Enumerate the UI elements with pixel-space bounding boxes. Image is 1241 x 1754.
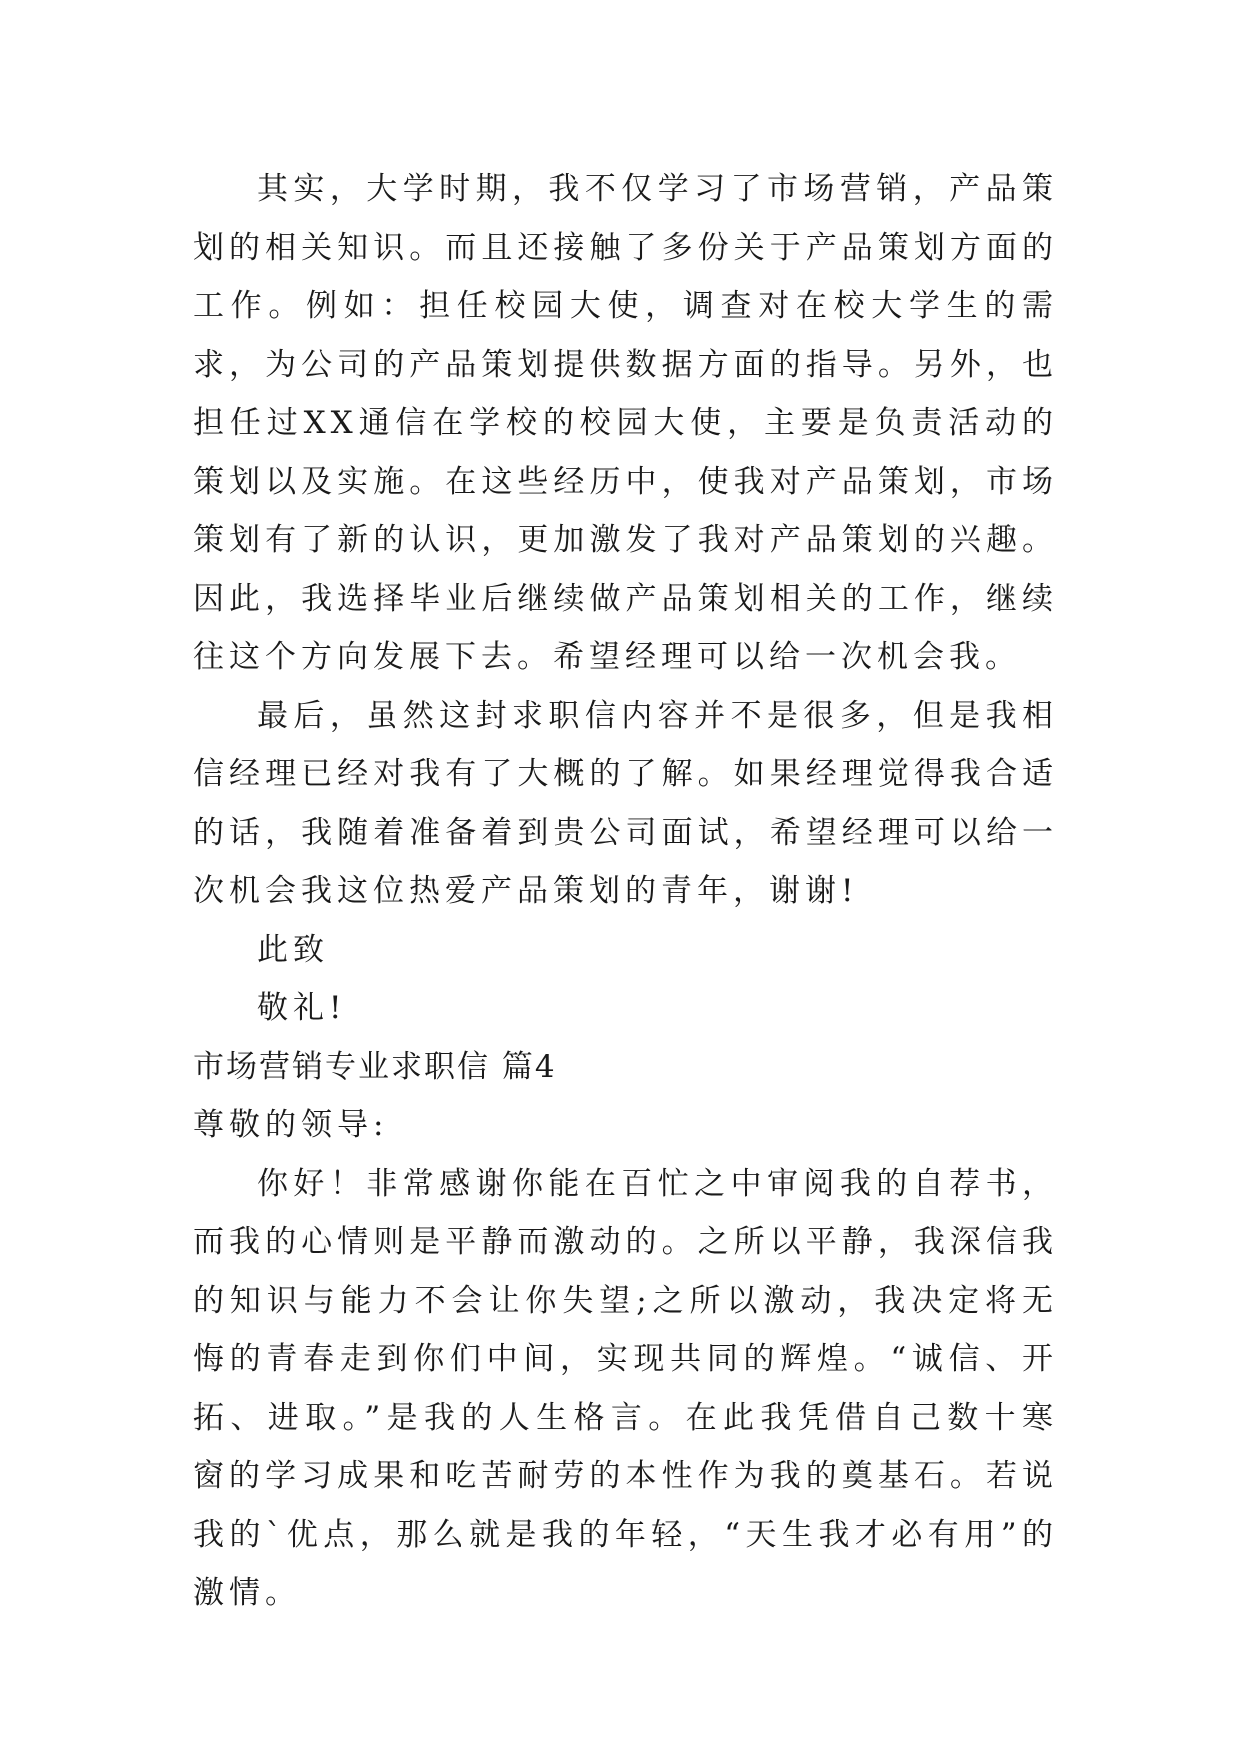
paragraph-experience: 其实，大学时期，我不仅学习了市场营销，产品策划的相关知识。而且还接触了多份关于产品策划方面的工作。例如：担任校园大使，调查对在校大学生的需求，为公司的产品策划提供数据方面的指导。另外，也担任过XX通信在学校的校园大使，主要是负责活动的策划以及实施。在这些经历中，使我对产品策划，市场策划有了新的认识，更加激发了我对产品策划的兴趣。因此，我选择毕业后继续做产品策划相关的工作，继续往这个方向发展下去。希望经理可以给一次机会我。 [193, 171, 1058, 675]
paragraph-conclusion: 最后，虽然这封求职信内容并不是很多，但是我相信经理已经对我有了大概的了解。如果经理觉得我合适的话，我随着准备着到贵公司面试，希望经理可以给一次机会我这位热爱产品策划的青年，谢谢! [193, 697, 1058, 909]
salutation: 尊敬的领导: [193, 1107, 389, 1143]
document-body [193, 160, 1058, 1623]
closing-salute: 敬礼! [257, 990, 347, 1026]
paragraph-introduction: 你好！非常感谢你能在百忙之中审阅我的自荐书，而我的心情则是平静而激动的。之所以平静，我深信我的知识与能力不会让你失望;之所以激动，我决定将无悔的青春走到你们中间，实现共同的辉煌。“诚信、开拓、进取。”是我的人生格言。在此我凭借自己数十寒窗的学习成果和吃苦耐劳的本性作为我的奠基石。若说我的`优点，那么就是我的年轻，“天生我才必有用”的激情。 [193, 1165, 1058, 1611]
closing-greeting: 此致 [257, 931, 329, 968]
section-heading: 市场营销专业求职信 篇4 [193, 1048, 557, 1085]
